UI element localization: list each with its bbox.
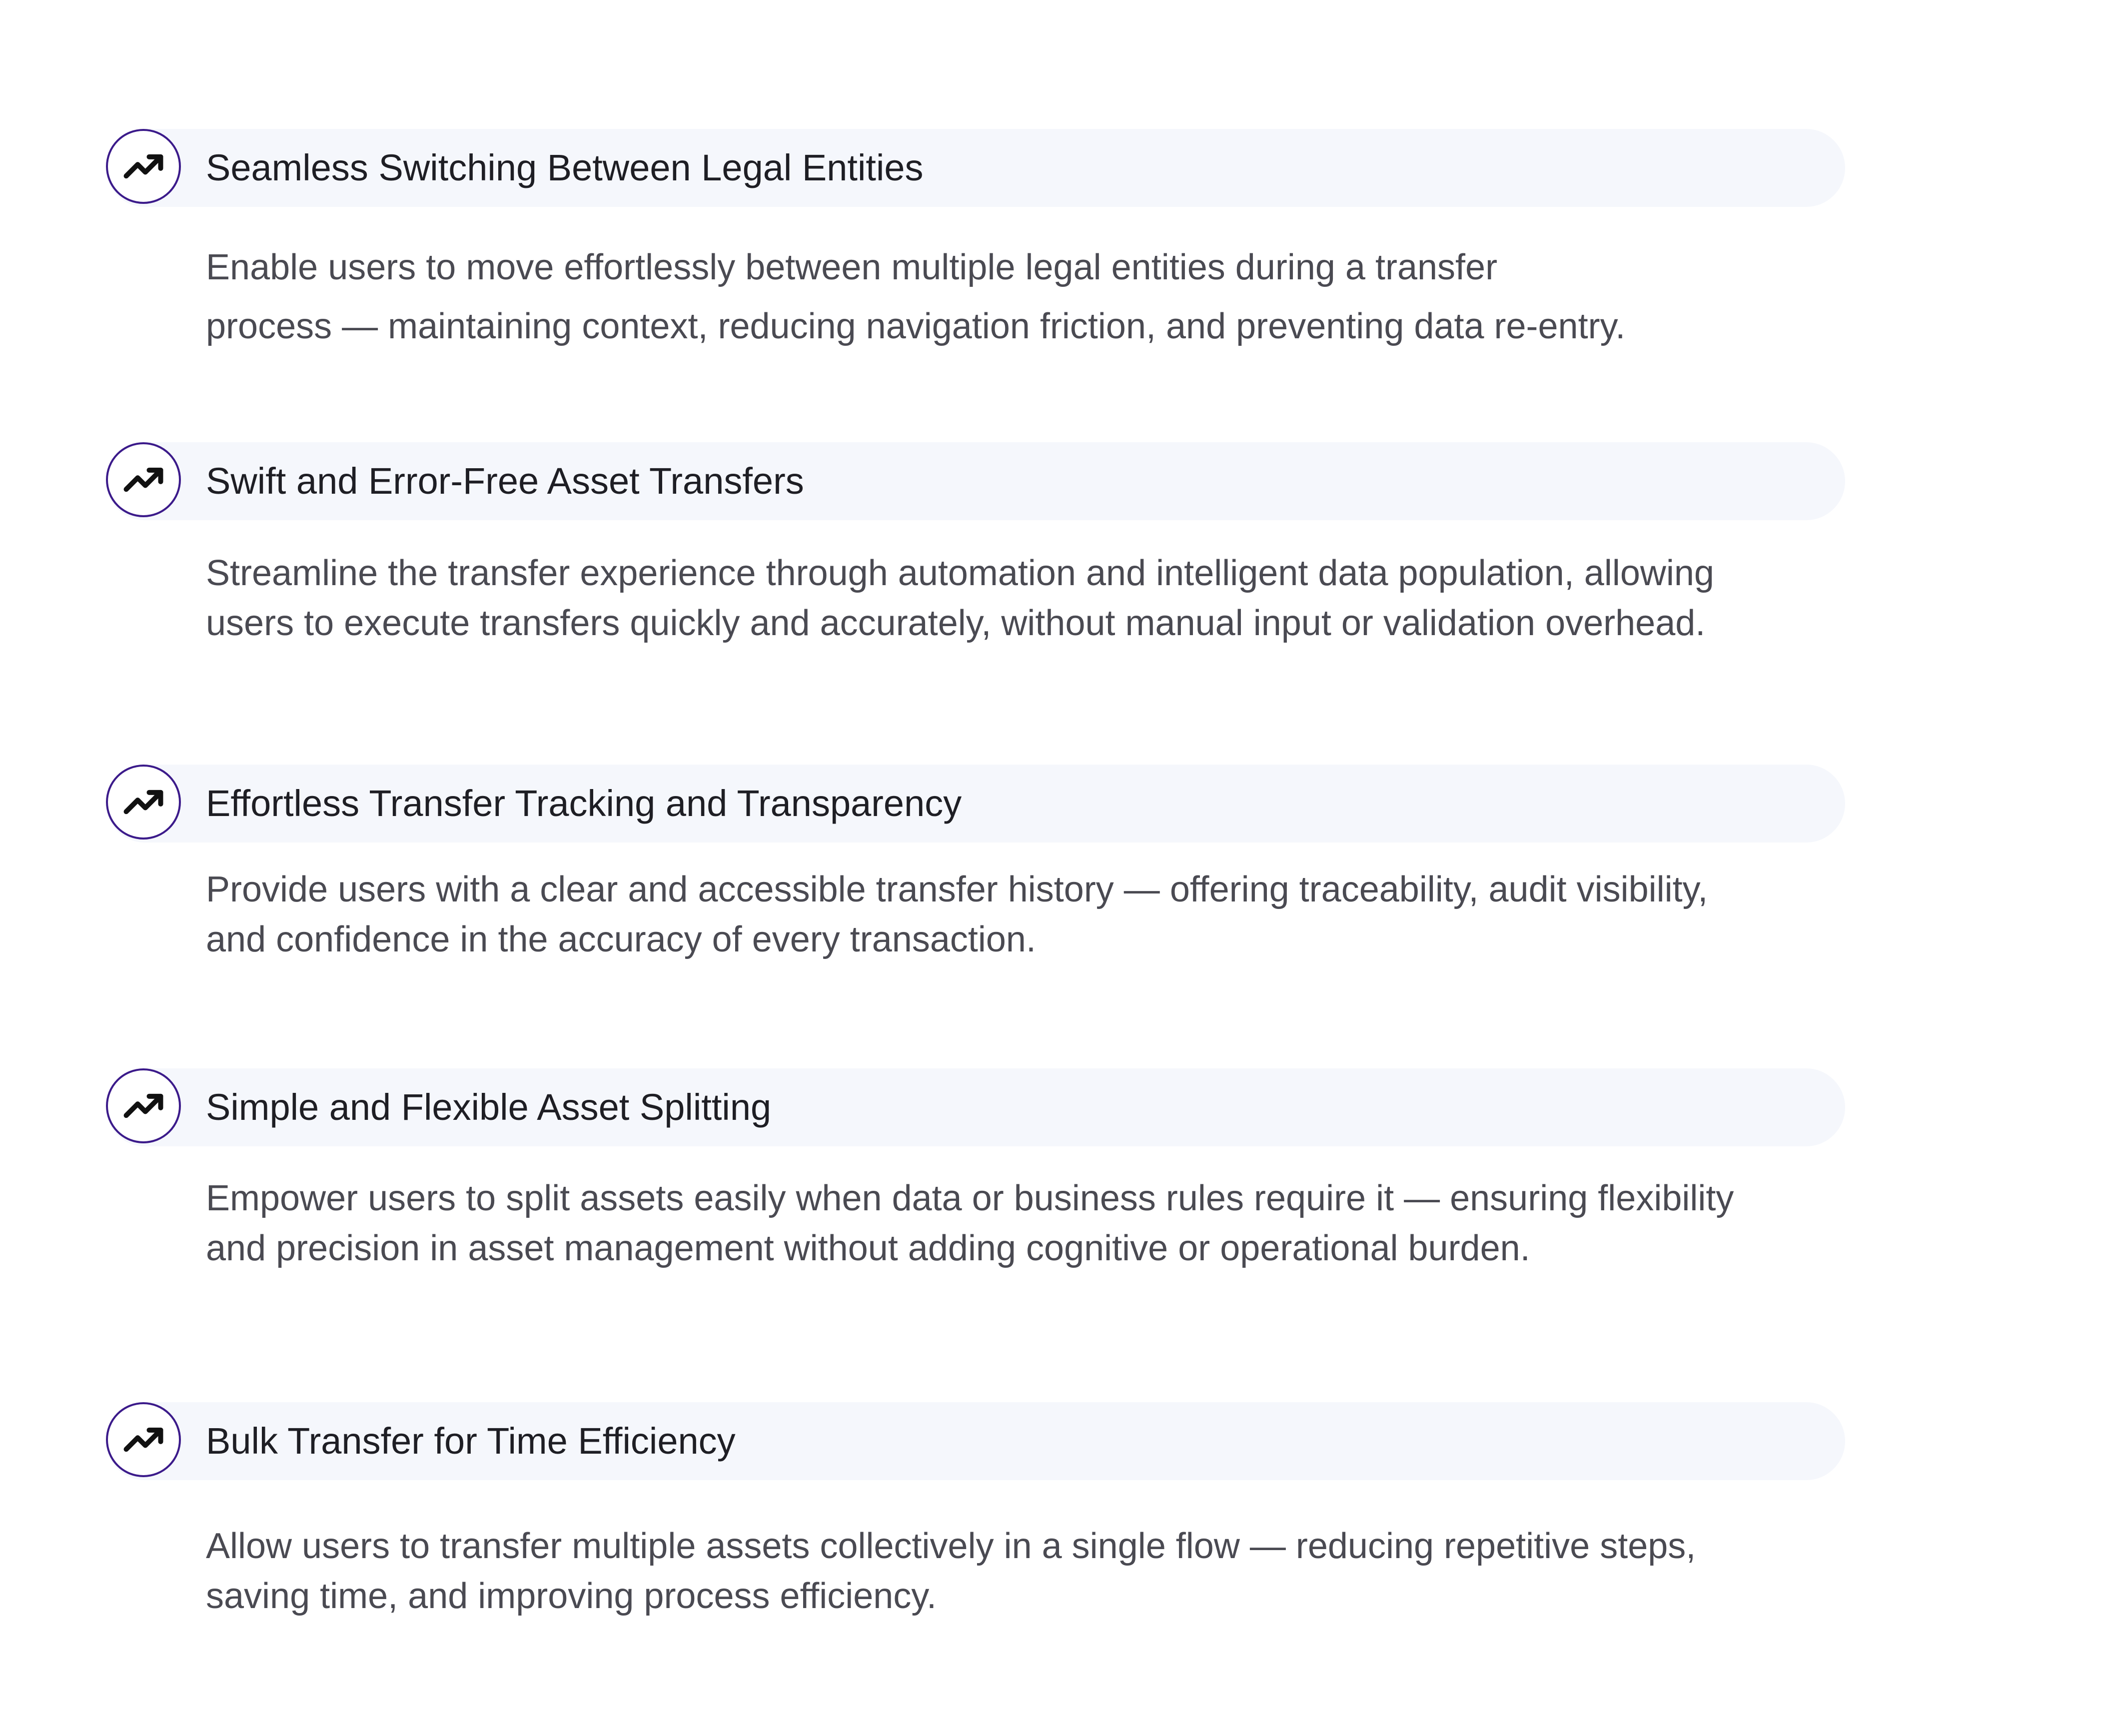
description-line: Empower users to split assets easily when data or business rules require it — ensuring flexibility: [206, 1178, 1734, 1218]
trending-up-icon: [106, 442, 181, 517]
trending-up-icon: [106, 1068, 181, 1143]
description-line: and precision in asset management without adding cognitive or operational burden.: [206, 1228, 1530, 1268]
feature-title: Effortless Transfer Tracking and Transparency: [206, 783, 962, 824]
description-line: and confidence in the accuracy of every transaction.: [206, 919, 1036, 959]
feature-description: [206, 865, 1855, 964]
trending-up-icon: [106, 129, 181, 204]
feature-description: [206, 548, 1855, 648]
trending-up-icon: [106, 1402, 181, 1477]
feature-description: [206, 238, 1855, 356]
feature-title: Seamless Switching Between Legal Entities: [206, 147, 924, 188]
description-line: Enable users to move effortlessly between multiple legal entities during a transfer: [206, 247, 1498, 287]
description-line: Streamline the transfer experience through automation and intelligent data population, allowing: [206, 553, 1714, 593]
feature-title: Swift and Error-Free Asset Transfers: [206, 460, 804, 502]
feature-title: Simple and Flexible Asset Splitting: [206, 1086, 772, 1128]
description-line: process — maintaining context, reducing navigation friction, and preventing data re-entry.: [206, 306, 1626, 346]
feature-description: [206, 1173, 1855, 1273]
description-line: Provide users with a clear and accessible transfer history — offering traceability, audit visibility,: [206, 869, 1708, 909]
feature-description: [206, 1521, 1855, 1621]
trending-up-icon: [106, 765, 181, 840]
description-line: Allow users to transfer multiple assets collectively in a single flow — reducing repetitive steps,: [206, 1526, 1696, 1566]
feature-title: Bulk Transfer for Time Efficiency: [206, 1420, 736, 1462]
description-line: saving time, and improving process efficiency.: [206, 1576, 937, 1616]
description-line: users to execute transfers quickly and accurately, without manual input or validation overhead.: [206, 603, 1706, 643]
